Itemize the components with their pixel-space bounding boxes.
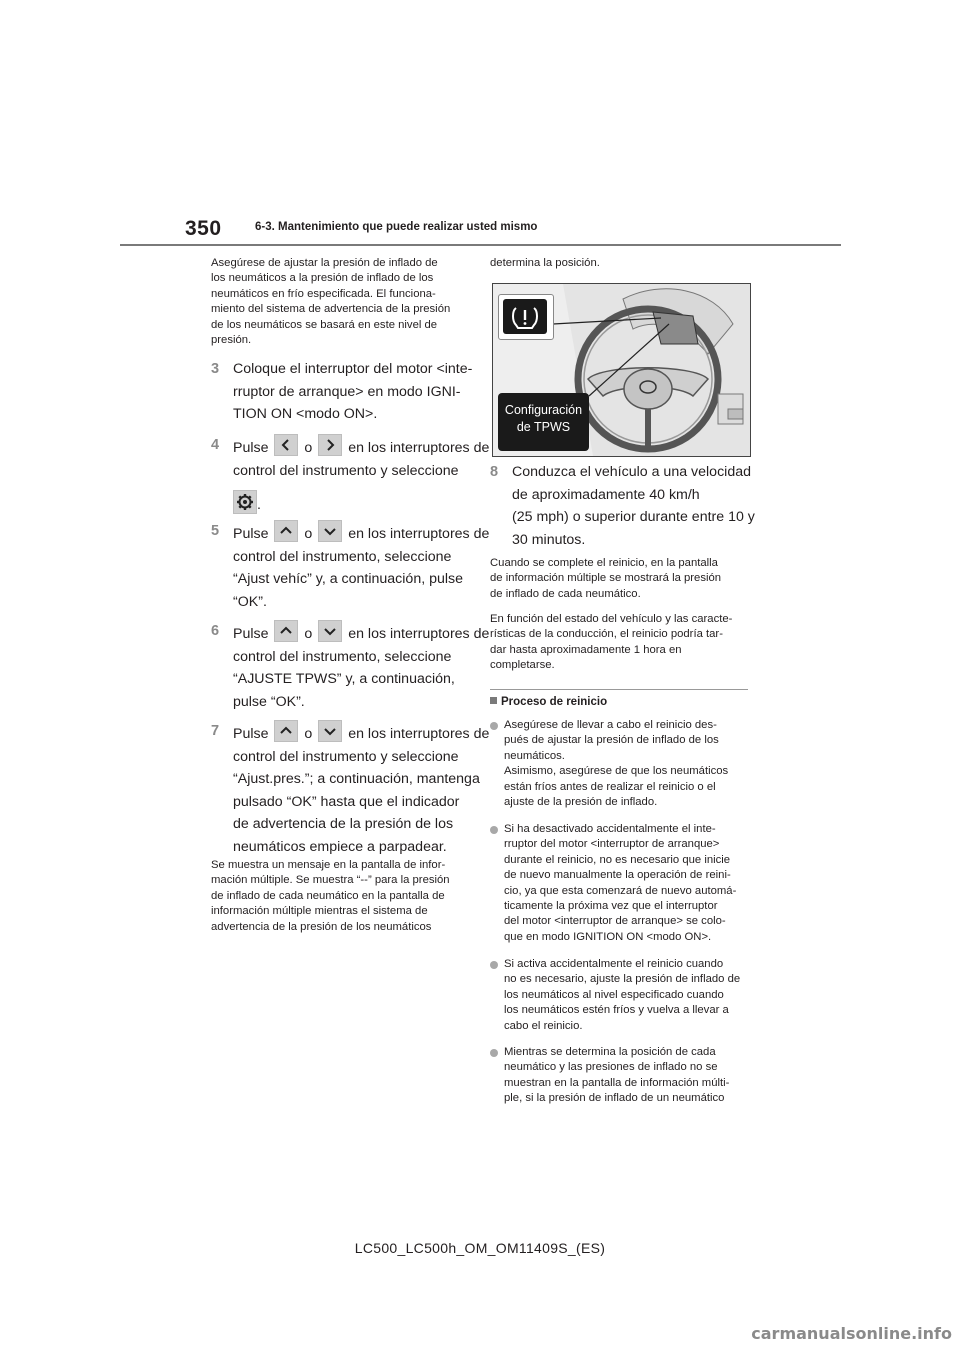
pulse-text: Pulse xyxy=(233,440,269,456)
bullet-line: cio, ya que esta comenzará de nuevo automá- xyxy=(504,884,737,897)
step-line: TION ON <modo ON>. xyxy=(233,406,378,422)
note-line: mación múltiple. Se muestra “--” para la presión xyxy=(211,874,450,887)
arrow-right-icon xyxy=(318,434,342,456)
intro-line: miento del sistema de advertencia de la presión xyxy=(211,303,451,316)
subsection-rule xyxy=(490,689,748,690)
intro-line: Asegúrese de ajustar la presión de inflado de xyxy=(211,257,438,269)
intro-line: neumáticos en frío especificada. El funciona- xyxy=(211,287,436,300)
bullet-line: neumático y las presiones de inflado no se xyxy=(504,1061,718,1074)
step-line: (25 mph) o superior durante entre 10 y xyxy=(512,509,755,525)
bullet-line: ple, si la presión de inflado de un neumático xyxy=(504,1092,725,1105)
step-line: rruptor de arranque> en modo IGNI- xyxy=(233,383,461,400)
step-line: en los interruptores de xyxy=(348,626,490,642)
step-number: 3 xyxy=(211,361,220,377)
tire-pressure-warning-icon xyxy=(499,295,553,339)
para-line: dar hasta aproximadamente 1 hora en xyxy=(490,643,682,656)
step-line: en los interruptores de xyxy=(348,440,490,456)
para-line: de información múltiple se mostrará la presión xyxy=(490,572,722,585)
bullet-line: Si activa accidentalmente el reinicio cuando xyxy=(504,958,724,970)
duration-paragraph xyxy=(490,612,752,674)
page-number: 350 xyxy=(185,217,222,240)
step-number: 4 xyxy=(211,437,220,453)
bullet-line: Asegúrese de llevar a cabo el reinicio des- xyxy=(504,719,717,731)
step-line: “AJUSTE TPWS” y, a continuación, xyxy=(233,671,455,687)
step-line: pulse “OK”. xyxy=(233,693,305,710)
gear-icon xyxy=(233,490,257,514)
step-line: “Ajust.pres.”; a continuación, mantenga xyxy=(233,771,480,787)
para-line: rísticas de la conducción, el reinicio podría tar- xyxy=(490,628,723,641)
bullet-icon xyxy=(490,722,498,730)
bullet-line: neumáticos. xyxy=(504,749,565,762)
arrow-left-icon xyxy=(274,434,298,456)
note-line: de inflado de cada neumático en la pantalla de xyxy=(211,889,445,902)
subsection-title: Proceso de reinicio xyxy=(501,696,608,708)
bullet-line: durante el reinicio, no es necesario que inicie xyxy=(504,853,731,866)
para-line: En función del estado del vehículo y las caracte- xyxy=(490,613,733,625)
square-bullet-icon xyxy=(490,697,497,704)
bullet-icon xyxy=(490,826,498,834)
pulse-text: Pulse xyxy=(233,726,269,742)
note-line: advertencia de la presión de los neumáticos xyxy=(211,920,432,933)
step-line: en los interruptores de xyxy=(348,726,490,742)
step-line: “Ajust vehíc” y, a continuación, pulse xyxy=(233,571,464,587)
bullet-line: ticamente la próxima vez que el interruptor xyxy=(504,900,718,913)
intro-line: de los neumáticos se basará en este nivel de xyxy=(211,318,438,331)
note-line: Se muestra un mensaje en la pantalla de infor- xyxy=(211,859,446,871)
step-line: en los interruptores de xyxy=(348,526,490,542)
tpws-illustration xyxy=(492,283,751,457)
intro-line: presión. xyxy=(211,334,252,347)
label-line: de TPWS xyxy=(516,420,571,434)
bullet-line: Si ha desactivado accidentalmente el inte- xyxy=(504,823,716,835)
bullet-line: los neumáticos al nivel especificado cuando xyxy=(504,988,724,1001)
step-line: “OK”. xyxy=(233,593,267,610)
note-line: información múltiple mientras el sistema de xyxy=(211,905,428,918)
completion-paragraph xyxy=(490,556,752,602)
tire-pressure-warning-indicator xyxy=(498,294,554,340)
label-line: Configuración xyxy=(504,403,583,417)
pulse-text: Pulse xyxy=(233,626,269,642)
intro-paragraph xyxy=(211,256,471,348)
or-text: o xyxy=(304,440,313,456)
step-line: neumáticos empiece a parpadear. xyxy=(233,838,447,855)
step-number: 7 xyxy=(211,723,220,739)
arrow-down-icon xyxy=(318,520,342,542)
arrow-up-icon xyxy=(274,620,298,642)
para-line: Cuando se complete el reinicio, en la pantalla xyxy=(490,557,718,569)
note-paragraph xyxy=(211,858,473,935)
pulse-text: Pulse xyxy=(233,526,269,542)
step-line: . xyxy=(257,497,261,513)
bullet-line: pués de ajustar la presión de inflado de los xyxy=(504,734,719,747)
step-line: Conduzca el vehículo a una velocidad xyxy=(512,464,751,480)
section-title: 6-3. Mantenimiento que puede realizar usted mismo xyxy=(255,221,538,233)
arrow-up-icon xyxy=(274,520,298,542)
bullet-line: del motor <interruptor de arranque> se colo- xyxy=(504,915,726,928)
tpws-settings-label xyxy=(498,393,589,451)
watermark: carmanualsonline.info xyxy=(751,1324,952,1343)
document-code: LC500_LC500h_OM_OM11409S_(ES) xyxy=(354,1240,606,1256)
para-line: completarse. xyxy=(490,659,555,672)
bullet-line: muestran en la pantalla de información múlti- xyxy=(504,1076,730,1089)
bullet-line: cabo el reinicio. xyxy=(504,1019,583,1032)
bullet-line: rruptor del motor <interruptor de arranque> xyxy=(504,838,720,851)
bullet-line: que en modo IGNITION ON <modo ON>. xyxy=(504,930,712,943)
or-text: o xyxy=(304,526,313,542)
bullet-line: de nuevo manualmente la operación de reini- xyxy=(504,869,731,882)
arrow-up-icon xyxy=(274,720,298,742)
arrow-down-icon xyxy=(318,720,342,742)
bullet-line: ajuste de la presión de inflado. xyxy=(504,796,658,809)
bullet-icon xyxy=(490,1049,498,1057)
continuation-text: determina la posición. xyxy=(490,257,600,269)
arrow-down-icon xyxy=(318,620,342,642)
step-number: 5 xyxy=(211,523,220,539)
step-line: 30 minutos. xyxy=(512,531,586,548)
bullet-icon xyxy=(490,961,498,969)
step-line: pulsado “OK” hasta que el indicador xyxy=(233,793,460,810)
step-line: control del instrumento, seleccione xyxy=(233,548,452,565)
step-line: de advertencia de la presión de los xyxy=(233,816,454,832)
bullet-line: los neumáticos estén fríos y vuelva a llevar a xyxy=(504,1004,729,1017)
step-line: control del instrumento y seleccione xyxy=(233,462,459,479)
or-text: o xyxy=(304,626,313,642)
step-line: Coloque el interruptor del motor <inte- xyxy=(233,361,473,377)
step-line: de aproximadamente 40 km/h xyxy=(512,486,700,503)
subsection-heading xyxy=(490,696,607,708)
bullet-line: Asimismo, asegúrese de que los neumáticos xyxy=(504,765,729,778)
para-line: de inflado de cada neumático. xyxy=(490,587,641,600)
header-rule xyxy=(120,244,841,246)
bullet-line: están fríos antes de realizar el reinicio o el xyxy=(504,780,716,793)
step-number: 6 xyxy=(211,623,220,639)
intro-line: los neumáticos a la presión de inflado de los xyxy=(211,272,434,285)
step-number: 8 xyxy=(490,464,499,480)
bullet-line: no es necesario, ajuste la presión de inflado de xyxy=(504,973,741,986)
or-text: o xyxy=(304,726,313,742)
step-line: control del instrumento, seleccione xyxy=(233,648,452,665)
bullet-line: Mientras se determina la posición de cada xyxy=(504,1046,716,1058)
step-line: control del instrumento y seleccione xyxy=(233,748,459,765)
